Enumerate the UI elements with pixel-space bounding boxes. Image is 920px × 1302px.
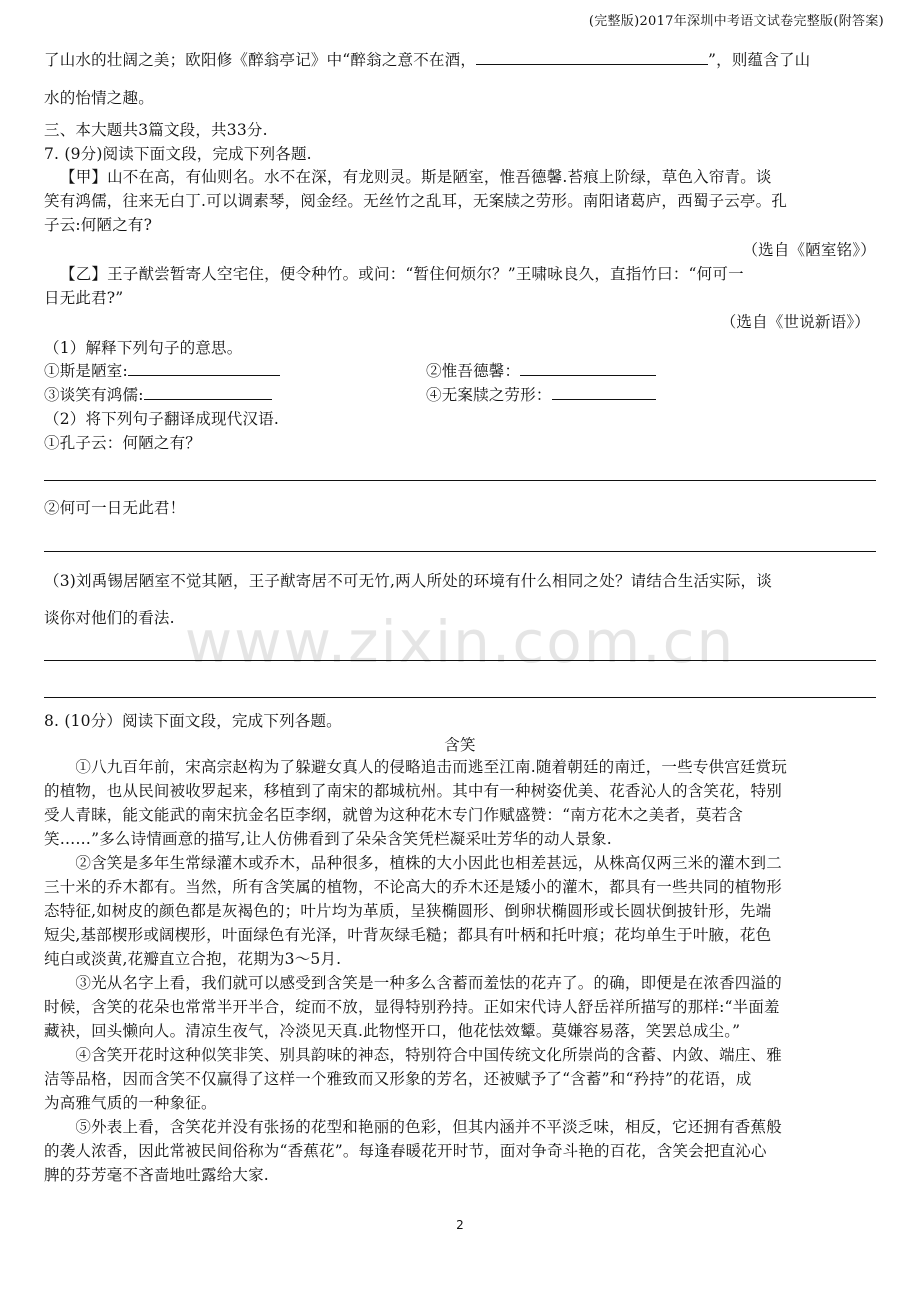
answer-blank[interactable] xyxy=(128,361,280,376)
fill-item xyxy=(426,385,826,405)
sub-question-3: 谈你对他们的看法. xyxy=(44,609,175,627)
passage-jia-line: 笑有鸿儒，往来无白丁.可以调素琴，阅金经。无丝竹之乱耳，无案牍之劳形。南阳诸葛庐，西蜀子云亭。孔 xyxy=(44,192,788,210)
answer-blank[interactable] xyxy=(520,361,656,376)
source-note: （选自《陋室铭》） xyxy=(742,241,876,259)
article-line: 洁等品格，因而含笑不仅赢得了这样一个雅致而又形象的芳名，还被赋予了“含蓄”和“矜持”的花语，成 xyxy=(44,1070,752,1088)
section-heading: 三、本大题共3篇文段，共33分. xyxy=(44,121,268,139)
article-line: 短尖,基部楔形或阔楔形，叶面绿色有光泽，叶背灰绿毛糙；都具有叶柄和托叶痕；花均单生于叶腋，花色 xyxy=(44,926,772,944)
answer-line[interactable] xyxy=(44,480,876,481)
translate-item: ②何可一日无此君！ xyxy=(44,499,186,517)
article-line: 受人青睐，能文能武的南宋抗金名臣李纲，就曾为这种花木专门作赋盛赞：“南方花木之美者，莫若含 xyxy=(44,806,743,824)
page-number: 2 xyxy=(456,1218,464,1232)
passage-yi-line: 【乙】王子猷尝暂寄人空宅住，便令种竹。或问：“暂住何烦尔？”王啸咏良久，直指竹曰：“何可一 xyxy=(60,265,744,283)
article-line: ③光从名字上看，我们就可以感受到含笑是一种多么含蓄而羞怯的花卉了。的确，即便是在浓香四溢的 xyxy=(44,974,782,992)
article-line: 态特征,如树皮的颜色都是灰褐色的；叶片均为革质，呈狭椭圆形、倒卵状椭圆形或长圆状倒披针形，先端 xyxy=(44,902,772,920)
page-header: (完整版)2017年深圳中考语文试卷完整版(附答案) xyxy=(588,14,884,29)
sub-question-2: （2）将下列句子翻译成现代汉语. xyxy=(44,410,279,428)
fill-item xyxy=(426,361,826,381)
article-line: 纯白或淡黄,花瓣直立合抱，花期为3～5月. xyxy=(44,950,342,968)
article-line: 的袭人浓香，因此常被民间俗称为“香蕉花”。每逢春暖花开时节，面对争奇斗艳的百花，含笑会把直沁心 xyxy=(44,1142,767,1160)
text-segment: ”，则蕴含了山 xyxy=(708,51,811,69)
article-line: ①八九百年前，宋高宗赵构为了躲避女真人的侵略追击而逃至江南.随着朝廷的南迁，一些专供宫廷赏玩 xyxy=(44,758,788,776)
translate-item: ①孔子云：何陋之有？ xyxy=(44,434,202,452)
text-segment: 了山水的壮阔之美；欧阳修《醉翁亭记》中“醉翁之意不在酒， xyxy=(44,51,477,69)
article-line: 藏袂，回头懒向人。清凉生夜气，冷淡见天真.此物悭开口，他花怯效颦。莫嫌容易落，笑罢总成尘。” xyxy=(44,1022,741,1040)
fill-item xyxy=(44,385,424,405)
fill-label: ③谈笑有鸿儒: xyxy=(44,386,144,404)
article-line: 笑……”多么诗情画意的描写,让人仿佛看到了朵朵含笑凭栏凝采吐芳华的动人景象. xyxy=(44,830,612,848)
article-line: ②含笑是多年生常绿灌木或乔木，品种很多，植株的大小因此也相差甚远，从株高仅两三米的灌木到二 xyxy=(44,854,782,872)
watermark: www.zixin.com.cn xyxy=(184,608,736,676)
article-line: ⑤外表上看，含笑花并没有张扬的花型和艳丽的色彩，但其内涵并不平淡乏味，相反，它还拥有香蕉般 xyxy=(44,1118,782,1136)
passage-yi-line: 日无此君?” xyxy=(44,289,124,307)
text-line xyxy=(44,50,876,70)
article-line: 三十米的乔木都有。当然，所有含笑属的植物，不论高大的乔木还是矮小的灌木，都具有一些共同的植物形 xyxy=(44,878,782,896)
article-line: 为高雅气质的一种象征。 xyxy=(44,1094,217,1112)
answer-line[interactable] xyxy=(44,697,876,698)
fill-label: ①斯是陋室: xyxy=(44,362,128,380)
answer-blank[interactable] xyxy=(476,50,708,65)
fill-item xyxy=(44,361,424,381)
text-line: 水的怡情之趣。 xyxy=(44,89,154,107)
passage-jia-line: 子云:何陋之有? xyxy=(44,216,153,234)
fill-label: ②惟吾德馨： xyxy=(426,362,521,380)
article-line: 脾的芬芳毫不吝啬地吐露给大家. xyxy=(44,1166,269,1184)
article-line: 的植物，也从民间被收罗起来，移植到了南宋的都城杭州。其中有一种树姿优美、花香沁人的含笑花，特别 xyxy=(44,782,782,800)
answer-blank[interactable] xyxy=(144,385,272,400)
fill-label: ④无案牍之劳形： xyxy=(426,386,552,404)
answer-blank[interactable] xyxy=(552,385,656,400)
answer-line[interactable] xyxy=(44,551,876,552)
article-line: ④含笑开花时这种似笑非笑、别具韵味的神态，特别符合中国传统文化所崇尚的含蓄、内敛、端庄、雅 xyxy=(44,1046,782,1064)
question-7-intro: 7. (9分)阅读下面文段，完成下列各题. xyxy=(44,145,312,163)
article-title: 含笑 xyxy=(444,736,476,754)
question-8-intro: 8. (10分）阅读下面文段，完成下列各题。 xyxy=(44,712,342,730)
sub-question-1: （1）解释下列句子的意思。 xyxy=(44,339,243,357)
article-line: 时候，含笑的花朵也常常半开半合，绽而不放，显得特别矜持。正如宋代诗人舒岳祥所描写的那样:“半面羞 xyxy=(44,998,780,1016)
sub-question-3: （3)刘禹锡居陋室不觉其陋，王子猷寄居不可无竹,两人所处的环境有什么相同之处？请结合生活实际，谈 xyxy=(44,572,772,590)
source-note: （选自《世说新语》） xyxy=(720,313,870,331)
passage-jia-line: 【甲】山不在高，有仙则名。水不在深，有龙则灵。斯是陋室，惟吾德馨.苔痕上阶绿，草色入帘青。谈 xyxy=(60,168,772,186)
